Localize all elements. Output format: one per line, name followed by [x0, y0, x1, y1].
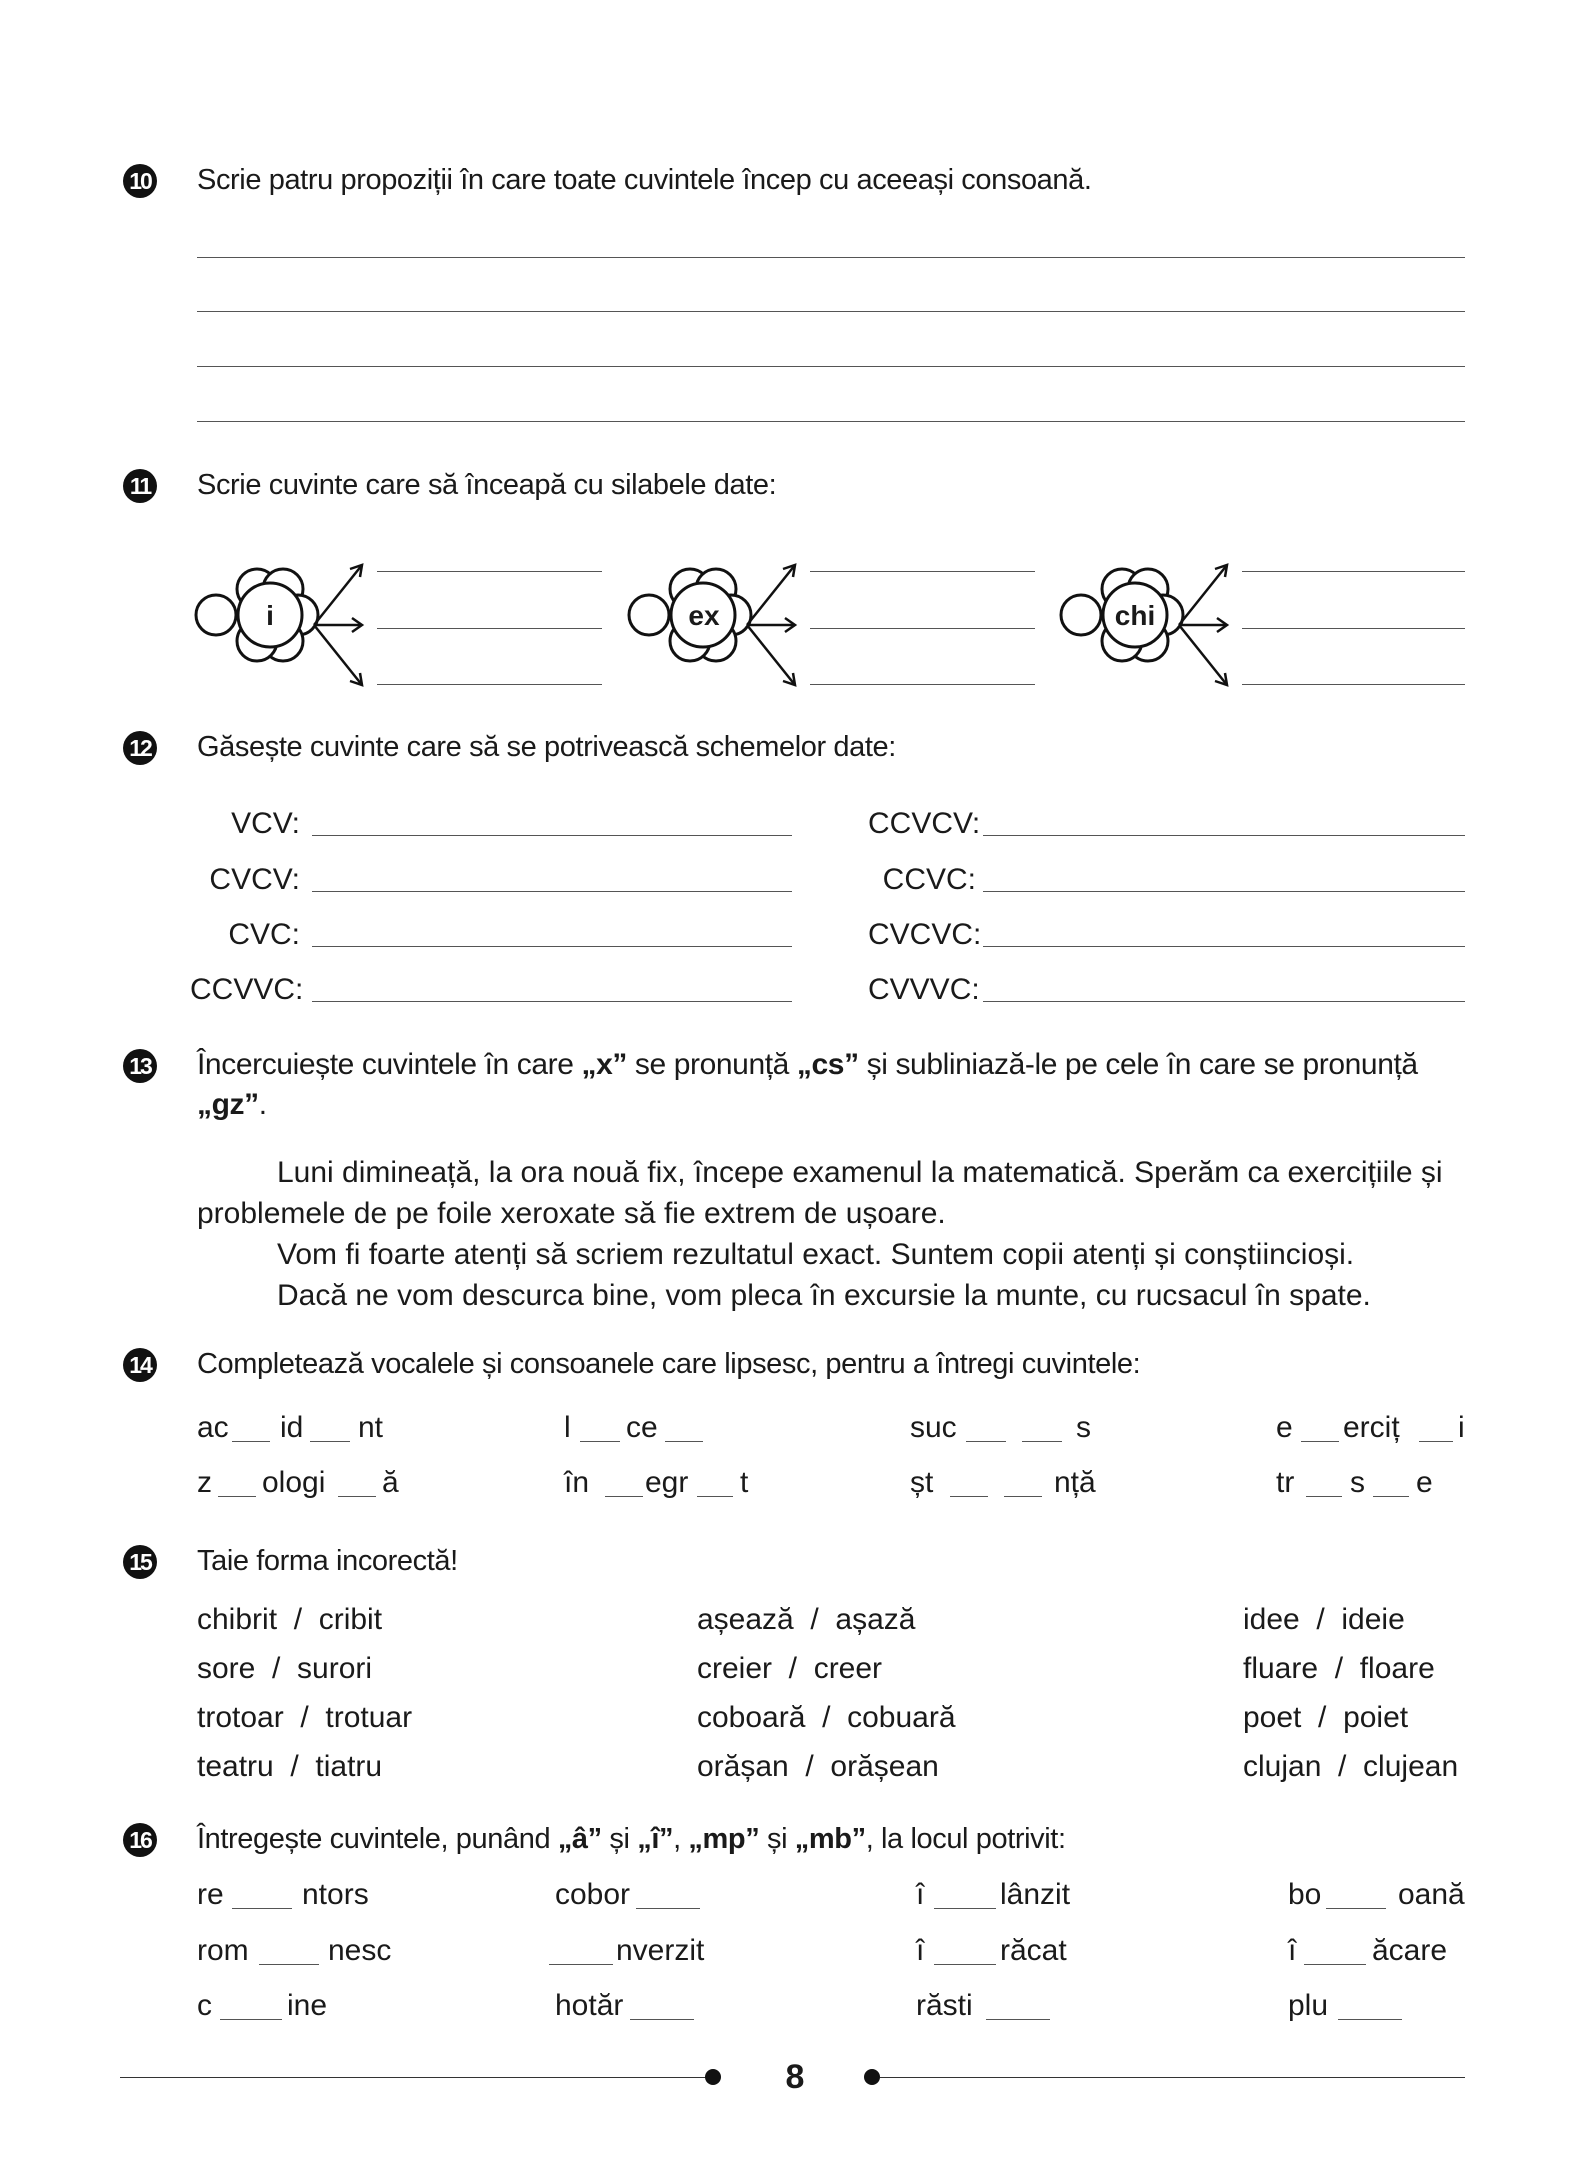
answer-line[interactable]: [983, 1001, 1465, 1002]
word-fragment: lânzit: [1000, 1878, 1071, 1911]
word-fragment: șt: [910, 1466, 934, 1499]
blank-line[interactable]: [665, 1441, 703, 1442]
instruction-text: , la locul potrivit:: [865, 1823, 1066, 1855]
exercise-11-instruction: Scrie cuvinte care să înceapă cu silabele date:: [197, 469, 777, 501]
exercise-number-13: 13: [123, 1049, 157, 1083]
exercise-number-11: 11: [123, 469, 157, 503]
word-pair[interactable]: idee / ideie: [1243, 1603, 1405, 1636]
text-paragraph: Dacă ne vom descurca bine, vom pleca în excursie la munte, cu rucsacul în spate.: [277, 1279, 1371, 1312]
word-fragment: erciț: [1343, 1411, 1400, 1444]
word-fragment: e: [1276, 1411, 1293, 1444]
word-fragment: răsti: [916, 1989, 973, 2022]
answer-line[interactable]: [377, 684, 602, 685]
blank-line[interactable]: [697, 1496, 733, 1497]
word-fragment: e: [1416, 1466, 1433, 1499]
word-pair[interactable]: poet / poiet: [1243, 1701, 1409, 1734]
blank-line[interactable]: [1373, 1496, 1409, 1497]
instruction-text: se pronunță: [626, 1048, 797, 1081]
text-paragraph: Luni dimineață, la ora nouă fix, începe examenul la matematică. Sperăm ca exercițiile și: [277, 1156, 1443, 1189]
exercise-10-instruction: Scrie patru propoziții în care toate cuvintele încep cu aceeași consoană.: [197, 164, 1092, 196]
blank-line[interactable]: [1419, 1441, 1453, 1442]
blank-line[interactable]: [934, 1908, 996, 1909]
word-fragment: c: [197, 1989, 212, 2022]
instruction-text: și: [601, 1823, 638, 1855]
word-fragment: nesc: [328, 1934, 392, 1967]
instruction-text: Încercuiește cuvintele în care: [197, 1048, 582, 1081]
blank-line[interactable]: [218, 1496, 256, 1497]
blank-line[interactable]: [259, 1964, 319, 1965]
word-fragment: egr: [645, 1466, 689, 1499]
word-pair[interactable]: creier / creer: [697, 1652, 883, 1685]
instruction-text: și: [759, 1823, 795, 1855]
word-fragment: nță: [1054, 1466, 1096, 1499]
syllable-label: chi: [1114, 600, 1156, 631]
blank-line[interactable]: [220, 2019, 282, 2020]
blank-line[interactable]: [1022, 1441, 1062, 1442]
blank-line[interactable]: [1301, 1441, 1339, 1442]
scheme-label: CVC:: [228, 918, 300, 951]
instruction-text: .: [258, 1088, 267, 1121]
word-fragment: cobor: [555, 1878, 631, 1911]
word-fragment: s: [1076, 1411, 1091, 1444]
word-fragment: î: [916, 1934, 925, 1967]
answer-line[interactable]: [312, 835, 792, 836]
word-pair[interactable]: orășan / orășean: [697, 1750, 939, 1783]
sound-cs: „cs”: [796, 1048, 859, 1081]
answer-line[interactable]: [983, 891, 1465, 892]
answer-line[interactable]: [197, 311, 1465, 312]
word-fragment: bo: [1288, 1878, 1322, 1911]
blank-line[interactable]: [549, 1964, 613, 1965]
answer-line[interactable]: [1242, 684, 1465, 685]
word-fragment: nt: [358, 1411, 384, 1444]
exercise-15-instruction: Taie forma incorectă!: [197, 1545, 458, 1577]
answer-line[interactable]: [1242, 628, 1465, 629]
word-fragment: în: [564, 1466, 590, 1499]
word-fragment: hotăr: [555, 1989, 624, 2022]
word-fragment: nverzit: [616, 1934, 705, 1967]
blank-line[interactable]: [605, 1496, 643, 1497]
answer-line[interactable]: [810, 628, 1035, 629]
blank-line[interactable]: [636, 1908, 700, 1909]
blank-line[interactable]: [1004, 1496, 1042, 1497]
blank-line[interactable]: [310, 1441, 350, 1442]
answer-line[interactable]: [983, 835, 1465, 836]
word-pair[interactable]: clujan / clujean: [1243, 1750, 1459, 1783]
answer-line[interactable]: [810, 571, 1035, 572]
word-fragment: t: [740, 1466, 749, 1499]
answer-line[interactable]: [377, 571, 602, 572]
blank-line[interactable]: [986, 2019, 1050, 2020]
blank-line[interactable]: [630, 2019, 694, 2020]
exercise-number-16: 16: [123, 1823, 157, 1857]
blank-line[interactable]: [232, 1441, 270, 1442]
answer-line[interactable]: [312, 891, 792, 892]
word-fragment: tr: [1276, 1466, 1295, 1499]
scheme-label: CCVCV:: [868, 807, 981, 840]
answer-line[interactable]: [197, 366, 1465, 367]
sound-gz: „gz”: [197, 1088, 259, 1121]
scheme-label: CVVVC:: [868, 973, 980, 1006]
letter-a-circumflex: „â”: [557, 1823, 602, 1855]
answer-line[interactable]: [312, 1001, 792, 1002]
scheme-label: CCVC:: [882, 863, 976, 896]
word-pair[interactable]: așează / așază: [697, 1603, 916, 1636]
blank-line[interactable]: [580, 1441, 620, 1442]
word-fragment: î: [1288, 1934, 1297, 1967]
exercise-number-15: 15: [123, 1545, 157, 1579]
scheme-label: CCVVC:: [190, 973, 304, 1006]
answer-line[interactable]: [312, 946, 792, 947]
blank-line[interactable]: [1304, 1964, 1366, 1965]
word-pair[interactable]: teatru / tiatru: [197, 1750, 383, 1783]
word-fragment: răcat: [1000, 1934, 1067, 1967]
exercise-number-14: 14: [123, 1348, 157, 1382]
answer-line[interactable]: [810, 684, 1035, 685]
footer-dot: [864, 2069, 880, 2085]
word-fragment: i: [1458, 1411, 1465, 1444]
scheme-label: CVCV:: [209, 863, 300, 896]
answer-line[interactable]: [983, 946, 1465, 947]
word-fragment: ntors: [302, 1878, 369, 1911]
exercise-14-instruction: Completează vocalele și consoanele care lipsesc, pentru a întregi cuvintele:: [197, 1348, 1141, 1380]
syllable-label: i: [266, 600, 274, 631]
blank-line[interactable]: [966, 1441, 1006, 1442]
word-fragment: oană: [1398, 1878, 1465, 1911]
word-fragment: plu: [1288, 1989, 1329, 2022]
letter-x: „x”: [581, 1048, 627, 1081]
answer-line[interactable]: [1242, 571, 1465, 572]
word-fragment: rom: [197, 1934, 249, 1967]
word-fragment: ologi: [262, 1466, 326, 1499]
text-paragraph: problemele de pe foile xeroxate să fie extrem de ușoare.: [197, 1197, 946, 1230]
footer-dot: [705, 2069, 721, 2085]
blank-line[interactable]: [338, 1496, 376, 1497]
page-number: 8: [785, 2058, 805, 2096]
word-pair[interactable]: coboară / cobuară: [697, 1701, 956, 1734]
footer-rule: [880, 2077, 1465, 2078]
scheme-label: VCV:: [231, 807, 300, 840]
word-fragment: ăcare: [1372, 1934, 1448, 1967]
word-pair[interactable]: sore / surori: [197, 1652, 373, 1685]
blank-line[interactable]: [1306, 1496, 1342, 1497]
answer-line[interactable]: [197, 421, 1465, 422]
syllable-label: ex: [688, 600, 720, 631]
blank-line[interactable]: [934, 1964, 996, 1965]
group-mp: „mp”: [688, 1823, 760, 1855]
word-fragment: l: [564, 1411, 571, 1444]
word-fragment: suc: [910, 1411, 957, 1444]
blank-line[interactable]: [1326, 1908, 1386, 1909]
exercise-number-12: 12: [123, 731, 157, 765]
blank-line[interactable]: [1338, 2019, 1402, 2020]
group-mb: „mb”: [794, 1823, 866, 1855]
letter-i-circumflex: „î”: [637, 1823, 674, 1855]
instruction-text: Întregește cuvintele, punând: [197, 1823, 558, 1855]
word-fragment: ine: [287, 1989, 328, 2022]
answer-line[interactable]: [377, 628, 602, 629]
answer-line[interactable]: [197, 257, 1465, 258]
word-fragment: re: [197, 1878, 224, 1911]
word-fragment: id: [280, 1411, 304, 1444]
instruction-text: ,: [673, 1823, 689, 1855]
word-fragment: s: [1350, 1466, 1365, 1499]
word-fragment: ce: [626, 1411, 658, 1444]
blank-line[interactable]: [232, 1908, 292, 1909]
word-fragment: î: [916, 1878, 925, 1911]
word-pair[interactable]: chibrit / cribit: [197, 1603, 383, 1636]
instruction-text: și subliniază-le pe cele în care se pronunță: [858, 1048, 1418, 1081]
word-fragment: ac: [197, 1411, 229, 1444]
text-paragraph: Vom fi foarte atenți să scriem rezultatul exact. Suntem copii atenți și conștiincioși.: [277, 1238, 1355, 1271]
exercise-13-instruction: [197, 1045, 1472, 1125]
footer-rule: [120, 2077, 708, 2078]
word-fragment: z: [197, 1466, 212, 1499]
exercise-number-10: 10: [123, 164, 157, 198]
blank-line[interactable]: [950, 1496, 988, 1497]
exercise-16-instruction: [197, 1819, 1066, 1859]
word-pair[interactable]: trotoar / trotuar: [197, 1701, 413, 1734]
word-fragment: ă: [382, 1466, 399, 1499]
scheme-label: CVCVC:: [868, 918, 982, 951]
word-pair[interactable]: fluare / floare: [1243, 1652, 1435, 1685]
exercise-12-instruction: Găsește cuvinte care să se potrivească schemelor date:: [197, 731, 896, 763]
